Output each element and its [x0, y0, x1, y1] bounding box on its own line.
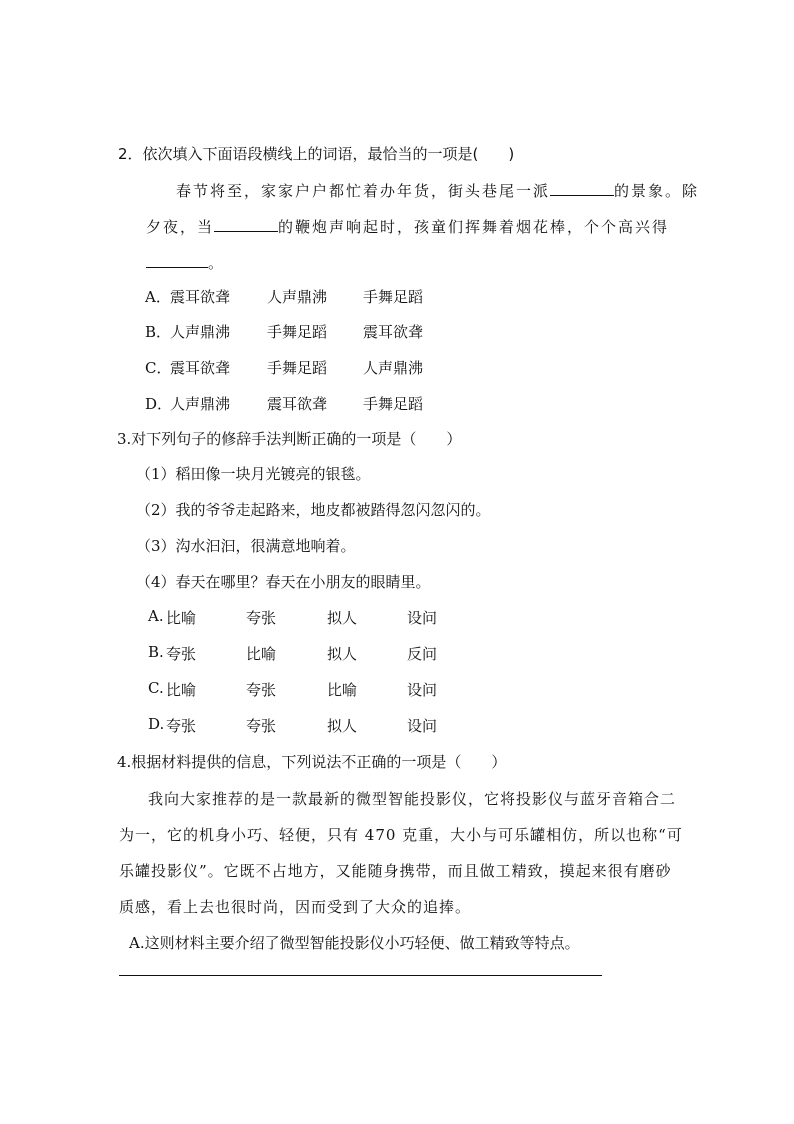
- q3-sentence-3: （3）沟水汩汩，很满意地响着。: [136, 537, 356, 555]
- answer-line: [119, 975, 602, 976]
- q4-stem: 4.根据材料提供的信息，下列说法不正确的一项是（ ）: [117, 753, 507, 771]
- option-word: 手舞足蹈: [363, 395, 424, 413]
- option-word: 拟人: [327, 645, 358, 663]
- option-word: 人声鼎沸: [363, 359, 424, 377]
- option-word: 震耳欲聋: [170, 288, 231, 306]
- option-word: 设问: [407, 681, 438, 699]
- option-word: 震耳欲聋: [363, 323, 424, 341]
- q4-material-line-1: 我向大家推荐的是一款最新的微型智能投影仪，它将投影仪与蓝牙音箱合二: [148, 790, 677, 808]
- q3-stem: 3.对下列句子的修辞手法判断正确的一项是（ ）: [117, 430, 462, 448]
- option-word: 手舞足蹈: [267, 323, 328, 341]
- option-word: 震耳欲聋: [170, 359, 231, 377]
- q3-sentence-4: （4）春天在哪里？春天在小朋友的眼睛里。: [136, 573, 431, 591]
- option-word: 手舞足蹈: [267, 359, 328, 377]
- option-word: 拟人: [327, 717, 358, 735]
- option-word: 比喻: [166, 609, 197, 627]
- option-word: 人声鼎沸: [170, 323, 231, 341]
- option-label: A．: [145, 288, 171, 306]
- q2-stem: 2．依次填入下面语段横线上的词语，最恰当的一项是( ): [118, 145, 515, 163]
- option-word: 人声鼎沸: [170, 395, 231, 413]
- option-word: 比喻: [166, 681, 197, 699]
- q2-passage-text: 夕夜，当: [146, 218, 215, 236]
- option-label: C．: [145, 359, 172, 377]
- q2-passage-text: 春节将至，家家户户都忙着办年货，街头巷尾一派: [176, 182, 551, 200]
- q2-passage-text: 。: [208, 254, 226, 272]
- option-word: 震耳欲聋: [267, 395, 328, 413]
- q4-material-line-2: 为一，它的机身小巧、轻便，只有 470 克重，大小与可乐罐相仿，所以也称“可: [119, 826, 683, 844]
- option-word: 比喻: [246, 645, 277, 663]
- option-word: 夸张: [246, 681, 277, 699]
- answer-blank-1: [550, 181, 614, 196]
- option-word: 反问: [407, 645, 438, 663]
- q3-sentence-2: （2）我的爷爷走起路来，地皮都被踏得忽闪忽闪的。: [136, 501, 491, 519]
- q3-sentence-1: （1）稻田像一块月光镀亮的银毯。: [136, 465, 371, 483]
- option-label: D．: [145, 395, 173, 413]
- option-word: 比喻: [327, 681, 358, 699]
- option-word: 拟人: [327, 609, 358, 627]
- q4-material-line-4: 质感，看上去也很时尚，因而受到了大众的追捧。: [119, 898, 472, 916]
- answer-blank-3: [146, 253, 208, 268]
- option-word: 夸张: [166, 717, 197, 735]
- q2-passage-text: 的鞭炮声响起时，孩童们挥舞着烟花棒，个个高兴得: [278, 218, 670, 236]
- option-word: 夸张: [166, 645, 197, 663]
- option-label: B.: [148, 643, 164, 661]
- option-word: 手舞足蹈: [363, 288, 424, 306]
- option-label: D.: [148, 715, 165, 733]
- option-word: 人声鼎沸: [267, 288, 328, 306]
- answer-blank-2: [214, 217, 278, 232]
- option-label: B．: [145, 323, 172, 341]
- option-word: 设问: [407, 609, 438, 627]
- option-word: 夸张: [246, 609, 277, 627]
- option-label: C.: [148, 679, 164, 697]
- q2-passage-text: 的景象。除: [614, 182, 700, 200]
- q2-passage-line-1: [176, 180, 699, 201]
- q4-material-line-3: 乐罐投影仪”。它既不占地方，又能随身携带，而且做工精致，摸起来很有磨砂: [119, 862, 672, 880]
- option-word: 夸张: [246, 717, 277, 735]
- q2-passage-line-3: [146, 252, 225, 273]
- option-word: 设问: [407, 717, 438, 735]
- q2-passage-line-2: [146, 216, 669, 237]
- q4-option-a[interactable]: A.这则材料主要介绍了微型智能投影仪小巧轻便、做工精致等特点。: [129, 934, 580, 952]
- option-label: A.: [148, 607, 164, 625]
